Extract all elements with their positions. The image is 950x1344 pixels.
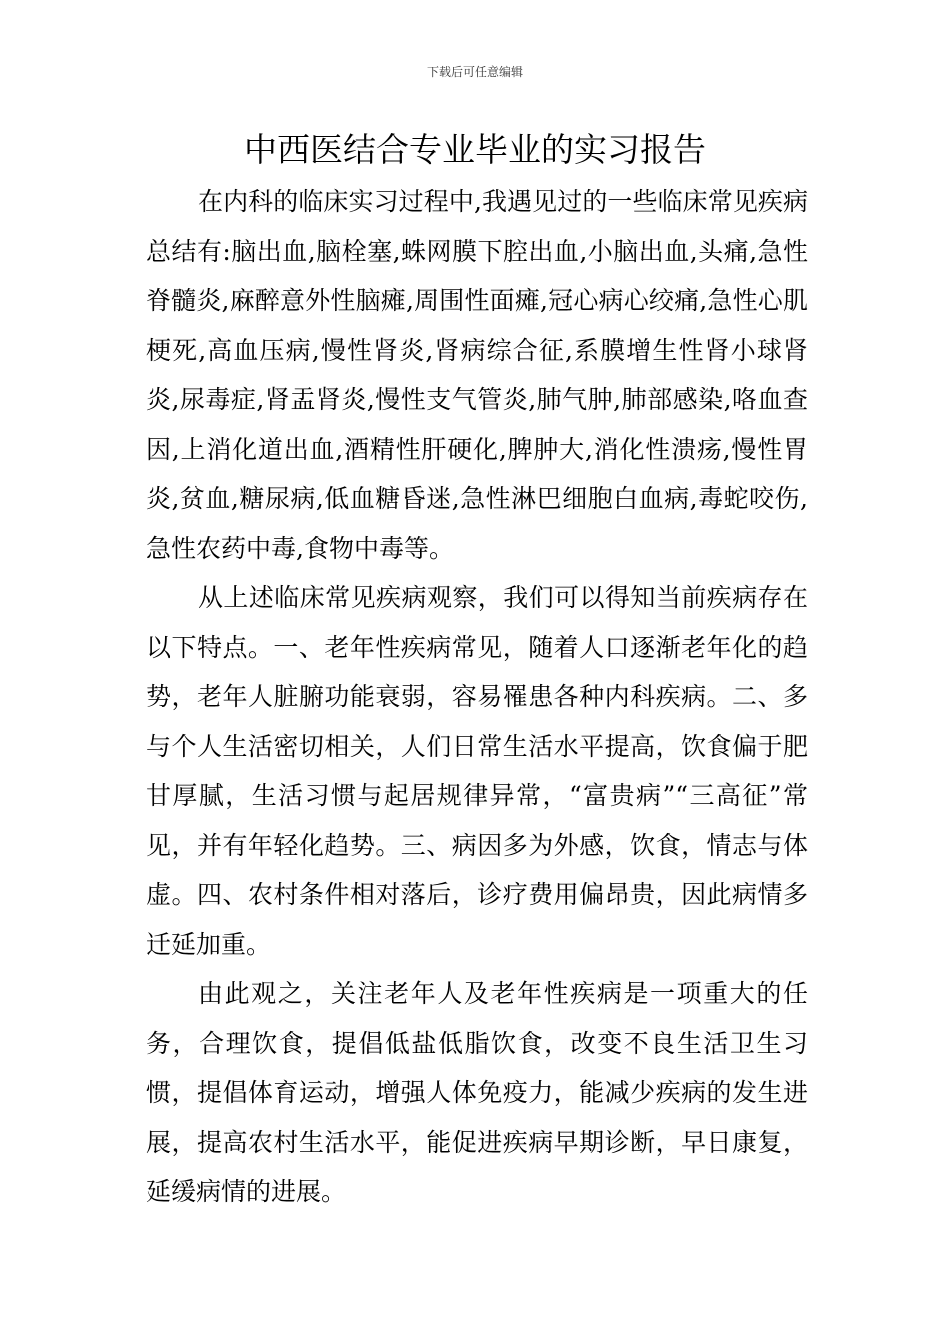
paragraph-conclusion: 由此观之，关注老年人及老年性疾病是一项重大的任务，合理饮食，提倡低盐低脂饮食，改变不良生活卫生习惯，提倡体育运动，增强人体免疫力，能减少疾病的发生进展，提高农村生活水平，能促进疾病早期诊断，早日康复，延缓病情的进展。 (146, 979, 808, 1206)
document-title: 中西医结合专业毕业的实习报告 (244, 130, 706, 169)
paragraph-diseases-list: 在内科的临床实习过程中,我遇见过的一些临床常见疾病总结有:脑出血,脑栓塞,蛛网膜下腔出血,小脑出血,头痛,急性脊髓炎,麻醉意外性脑瘫,周围性面瘫,冠心病心绞痛,急性心肌梗死,高血压病,慢性肾炎,肾病综合征,系膜增生性肾小球肾炎,尿毒症,肾盂肾炎,慢性支气管炎,肺气肿,肺部感染,咯血查因,上消化道出血,酒精性肝硬化,脾肿大,消化性溃疡,慢性胃炎,贫血,糖尿病,低血糖昏迷,急性淋巴细胞白血病,毒蛇咬伤,急性农药中毒,食物中毒等。 (146, 187, 808, 563)
document-body (146, 177, 808, 1217)
paragraph-disease-characteristics: 从上述临床常见疾病观察，我们可以得知当前疾病存在以下特点。一、老年性疾病常见，随着人口逐渐老年化的趋势，老年人脏腑功能衰弱，容易罹患各种内科疾病。二、多与个人生活密切相关，人们日常生活水平提高，饮食偏于肥甘厚腻，生活习惯与起居规律异常，“富贵病”“三高征”常见，并有年轻化趋势。三、病因多为外感，饮食，情志与体虚。四、农村条件相对落后，诊疗费用偏昂贵，因此病情多迁延加重。 (146, 583, 808, 959)
header-note: 下载后可任意编辑 (426, 65, 523, 79)
